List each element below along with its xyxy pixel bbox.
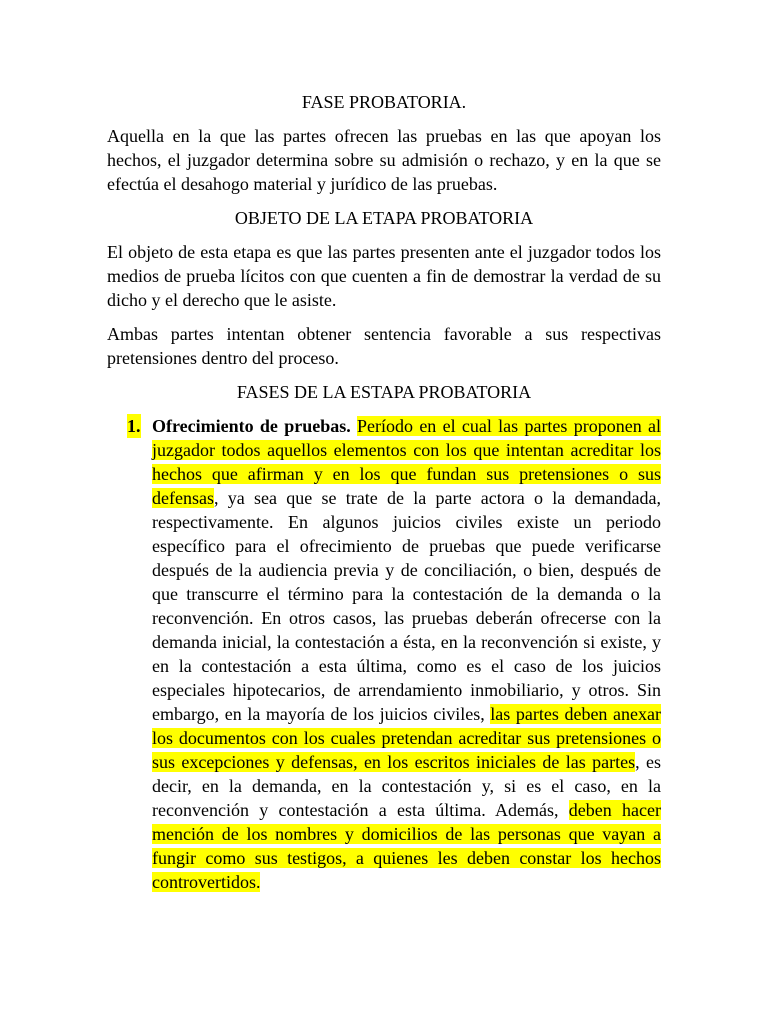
paragraph-sentencia: Ambas partes intentan obtener sentencia favorable a sus respectivas pretensiones dentro del proceso. — [107, 324, 661, 368]
item-text-2: , es decir, en la demanda, en la contestación y, si es el caso, en la reconvención y contestación a esta última. Además, — [152, 752, 661, 820]
highlight-1: Período en el cual las partes proponen al juzgador todos aquellos elementos con los que intentan acreditar los hechos que afirman y en los que fundan sus pretensiones o sus defensas — [152, 416, 661, 508]
highlight-3: deben hacer mención de los nombres y domicilios de las personas que vayan a fungir como sus testigos, a quienes les deben constar los hechos controvertidos. — [152, 800, 661, 892]
heading-fases: FASES DE LA ESTAPA PROBATORIA — [236, 382, 532, 402]
highlight-2: las partes deben anexar los documentos con los cuales pretendan acreditar sus pretensiones o sus excepciones y defensas, en los escritos iniciales de las partes — [152, 704, 661, 772]
item-text-1: , ya sea que se trate de la parte actora o la demandada, respectivamente. En algunos juicios civiles existe un periodo específico para el ofrecimiento de pruebas que puede verificarse después de la audiencia previa y de conciliación, o bien, después de que transcurre el término para la contestación de la demanda o la reconvención. En otros casos, las pruebas deberán ofrecerse con la demanda inicial, la contestación a ésta, en la reconvención si existe, y en la contestación a esta última, como es el caso de los juicios especiales hipotecarios, de arrendamiento inmobiliario, y otros. Sin embargo, en la mayoría de los juicios civiles, — [152, 488, 661, 724]
item-lead: Ofrecimiento de pruebas. — [152, 416, 351, 436]
heading-objeto: OBJETO DE LA ETAPA PROBATORIA — [234, 208, 534, 228]
list-number: 1. — [127, 416, 141, 436]
paragraph-objeto: El objeto de esta etapa es que las partes presenten ante el juzgador todos los medios de prueba lícitos con que cuenten a fin de demostrar la verdad de su dicho y el derecho que le asiste. — [107, 242, 661, 310]
list-item-ofrecimiento — [107, 414, 661, 894]
paragraph-definition: Aquella en la que las partes ofrecen las pruebas en las que apoyan los hechos, el juzgador determina sobre su admisión o rechazo, y en la que se efectúa el desahogo material y jurídico de las pruebas. — [107, 126, 661, 194]
heading-fase-probatoria: FASE PROBATORIA. — [301, 92, 467, 112]
